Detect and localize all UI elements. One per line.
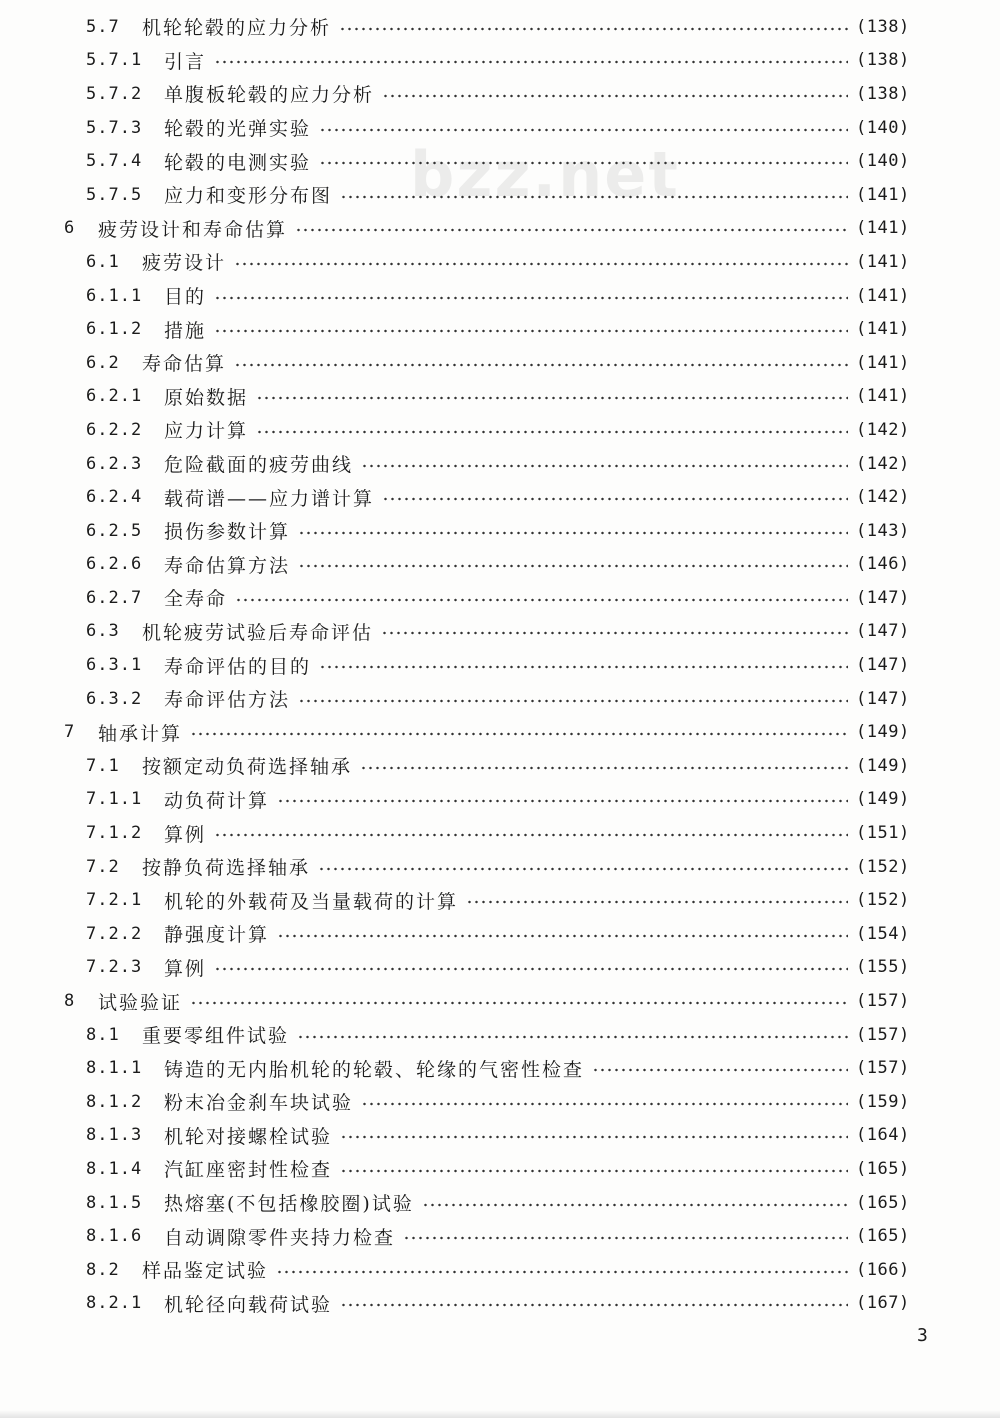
toc-entry-page: (138) (856, 16, 910, 37)
toc-entry-page: (147) (856, 688, 910, 709)
toc-entry-title: 试验验证 (98, 991, 183, 1014)
toc-entry-title: 汽缸座密封性检查 (164, 1159, 333, 1182)
toc-entry (0, 615, 1000, 649)
toc-entry-number: 6.3.1 (86, 655, 143, 676)
toc-entry (0, 447, 1000, 481)
toc-entry-number: 6.2 (86, 352, 120, 373)
toc-entry (0, 749, 1000, 783)
dot-leader (403, 1236, 848, 1240)
toc-entry-number: 6.1 (86, 251, 120, 272)
dot-leader (319, 128, 848, 132)
watermark: bzz.net (410, 138, 680, 211)
dot-leader (276, 1270, 848, 1274)
toc-entry-number: 7.1 (86, 755, 120, 776)
toc-entry (0, 44, 1000, 78)
toc-entry (0, 883, 1000, 917)
dot-leader (256, 396, 848, 400)
toc-entry (0, 1219, 1000, 1253)
toc-entry-title: 寿命估算 (142, 353, 227, 376)
toc-entry-title: 按静负荷选择轴承 (142, 857, 311, 880)
toc-entry (0, 1152, 1000, 1186)
toc-entry-page: (142) (856, 487, 910, 508)
toc-entry (0, 715, 1000, 749)
dot-leader (340, 195, 848, 199)
toc-entry-number: 6.2.5 (86, 520, 143, 541)
toc-entry-number: 6.3 (86, 621, 120, 642)
toc-entry-number: 6.2.6 (86, 554, 143, 575)
toc-entry-page: (141) (856, 352, 910, 373)
dot-leader (382, 94, 848, 98)
toc-entry-number: 5.7.5 (86, 184, 143, 205)
toc-entry-page: (149) (856, 789, 910, 810)
toc-entry-title: 机轮对接螺栓试验 (164, 1125, 333, 1148)
toc-entry-number: 7.2.3 (86, 957, 143, 978)
toc-entry (0, 1119, 1000, 1153)
dot-leader (190, 732, 848, 736)
toc-entry-page: (143) (856, 520, 910, 541)
toc-entry-number: 6.1.1 (86, 285, 143, 306)
toc-entry-title: 样品鉴定试验 (142, 1260, 269, 1283)
toc-entry-title: 算例 (164, 957, 207, 980)
dot-leader (422, 1203, 848, 1207)
toc-entry-page: (157) (856, 1024, 910, 1045)
toc-entry (0, 816, 1000, 850)
toc-entry-title: 单腹板轮毂的应力分析 (164, 84, 375, 107)
toc-entry-page: (141) (856, 386, 910, 407)
toc-entry-page: (151) (856, 823, 910, 844)
toc-entry-title: 按额定动负荷选择轴承 (142, 756, 353, 779)
toc-entry-page: (140) (856, 117, 910, 138)
toc-entry-number: 6.2.1 (86, 386, 143, 407)
toc-entry (0, 144, 1000, 178)
toc-entry-number: 7.1.1 (86, 789, 143, 810)
dot-leader (340, 1135, 848, 1139)
toc-entry (0, 581, 1000, 615)
dot-leader (214, 329, 848, 333)
toc-entry-number: 7 (64, 722, 76, 743)
dot-leader (360, 766, 848, 770)
toc-entry (0, 111, 1000, 145)
toc-entry-title: 轮毂的光弹实验 (164, 118, 312, 141)
toc-entry-title: 应力计算 (164, 420, 249, 443)
toc-entry-number: 8.2 (86, 1259, 120, 1280)
dot-leader (214, 296, 848, 300)
toc-entry-number: 8.2.1 (86, 1293, 143, 1314)
dot-leader (295, 228, 848, 232)
toc-entry-title: 危险截面的疲劳曲线 (164, 454, 354, 477)
toc-entry-page: (138) (856, 50, 910, 71)
toc-entry-page: (141) (856, 184, 910, 205)
dot-leader (319, 161, 848, 165)
toc-entry (0, 212, 1000, 246)
toc-entry (0, 1253, 1000, 1287)
dot-leader (382, 497, 848, 501)
dot-leader (190, 1001, 848, 1005)
toc-entry-title: 疲劳设计和寿命估算 (98, 218, 288, 241)
toc-entry-number: 7.2.2 (86, 923, 143, 944)
dot-leader (214, 833, 848, 837)
toc-entry (0, 10, 1000, 44)
toc-entry (0, 1186, 1000, 1220)
toc-entry-title: 疲劳设计 (142, 252, 227, 275)
toc-entry-title: 热熔塞(不包括橡胶圈)试验 (164, 1193, 414, 1216)
toc-entry-page: (167) (856, 1293, 910, 1314)
dot-leader (214, 967, 848, 971)
dot-leader (361, 464, 848, 468)
toc-entry-title: 措施 (164, 319, 207, 342)
toc-entry-title: 寿命评估方法 (164, 689, 291, 712)
toc-entry (0, 77, 1000, 111)
toc-entry-page: (147) (856, 621, 910, 642)
toc-entry (0, 648, 1000, 682)
dot-leader (235, 598, 848, 602)
dot-leader (298, 699, 848, 703)
toc-entry-page: (142) (856, 419, 910, 440)
toc-entry-number: 6.2.3 (86, 453, 143, 474)
toc-entry (0, 984, 1000, 1018)
toc-entry-number: 6 (64, 218, 76, 239)
toc-entry-title: 应力和变形分布图 (164, 185, 333, 208)
toc-entry-number: 6.2.4 (86, 487, 143, 508)
dot-leader (340, 1303, 848, 1307)
toc-entry-title: 机轮的外载荷及当量载荷的计算 (164, 890, 459, 913)
toc-entry-page: (141) (856, 319, 910, 340)
toc-entry-page: (141) (856, 218, 910, 239)
page-number: 3 (917, 1325, 928, 1346)
toc-entry (0, 917, 1000, 951)
toc-entry-page: (141) (856, 285, 910, 306)
toc-entry-page: (149) (856, 722, 910, 743)
toc-entry-page: (149) (856, 755, 910, 776)
toc-entry (0, 1085, 1000, 1119)
toc-entry-page: (138) (856, 83, 910, 104)
toc-entry-number: 8.1 (86, 1024, 120, 1045)
toc-entry-number: 5.7.4 (86, 151, 143, 172)
toc-entry-title: 损伤参数计算 (164, 521, 291, 544)
toc-entry-number: 7.2.1 (86, 890, 143, 911)
toc-entry-page: (155) (856, 957, 910, 978)
toc-entry-number: 5.7.2 (86, 83, 143, 104)
toc-entry-title: 寿命评估的目的 (164, 655, 312, 678)
toc-entry-title: 载荷谱——应力谱计算 (164, 487, 375, 510)
toc-entry-page: (147) (856, 587, 910, 608)
toc-entry-title: 目的 (164, 286, 207, 309)
toc-entry (0, 783, 1000, 817)
toc-entry (0, 682, 1000, 716)
toc-entry-number: 5.7.1 (86, 50, 143, 71)
dot-leader (234, 363, 848, 367)
toc-entry-page: (157) (856, 1058, 910, 1079)
toc-entry (0, 312, 1000, 346)
dot-leader (277, 934, 848, 938)
toc-entry-number: 5.7.3 (86, 117, 143, 138)
toc-entry-number: 7.2 (86, 856, 120, 877)
toc-entry-page: (159) (856, 1091, 910, 1112)
toc-entry-number: 8.1.4 (86, 1158, 143, 1179)
toc-entry (0, 178, 1000, 212)
dot-leader (319, 665, 848, 669)
toc-entry-number: 8.1.1 (86, 1058, 143, 1079)
dot-leader (234, 262, 848, 266)
dot-leader (277, 799, 848, 803)
toc-entry-page: (147) (856, 655, 910, 676)
dot-leader (340, 1169, 848, 1173)
toc-entry-page: (140) (856, 151, 910, 172)
toc-entry-title: 引言 (164, 50, 207, 73)
toc-entry-page: (152) (856, 890, 910, 911)
toc-entry-number: 8.1.3 (86, 1125, 143, 1146)
toc-entry-title: 寿命估算方法 (164, 554, 291, 577)
toc-entry-page: (146) (856, 554, 910, 575)
toc-entry-page: (157) (856, 991, 910, 1012)
toc-entry (0, 413, 1000, 447)
toc-entry-page: (166) (856, 1259, 910, 1280)
toc-entry-number: 8.1.6 (86, 1226, 143, 1247)
toc-entry-number: 6.1.2 (86, 319, 143, 340)
toc-entry-page: (165) (856, 1192, 910, 1213)
toc-entry-title: 全寿命 (164, 588, 228, 611)
toc-entry-page: (141) (856, 251, 910, 272)
toc-entry-number: 8.1.2 (86, 1091, 143, 1112)
toc-entry-number: 6.3.2 (86, 688, 143, 709)
dot-leader (318, 867, 848, 871)
toc-entry (0, 380, 1000, 414)
dot-leader (298, 564, 848, 568)
toc-entry-title: 算例 (164, 823, 207, 846)
toc-entry-page: (164) (856, 1125, 910, 1146)
dot-leader (592, 1068, 848, 1072)
toc-entry-page: (165) (856, 1226, 910, 1247)
toc-entry-title: 铸造的无内胎机轮的轮毂、轮缘的气密性检查 (164, 1058, 585, 1081)
toc-entry-title: 轴承计算 (98, 722, 183, 745)
toc-entry (0, 1018, 1000, 1052)
toc-entry (0, 1287, 1000, 1321)
toc-entry-number: 7.1.2 (86, 823, 143, 844)
dot-leader (256, 430, 848, 434)
toc-entry (0, 346, 1000, 380)
toc-entry-number: 5.7 (86, 16, 120, 37)
toc-entry-page: (142) (856, 453, 910, 474)
toc-entry-number: 6.2.2 (86, 419, 143, 440)
toc-entry-title: 自动调隙零件夹持力检查 (164, 1226, 396, 1249)
toc-entry-title: 机轮疲劳试验后寿命评估 (142, 621, 374, 644)
toc-entry-number: 6.2.7 (86, 587, 143, 608)
toc-entry-title: 重要零组件试验 (142, 1025, 290, 1048)
toc-entry (0, 951, 1000, 985)
dot-leader (466, 900, 848, 904)
toc-entry-page: (154) (856, 923, 910, 944)
dot-leader (214, 60, 848, 64)
dot-leader (298, 531, 848, 535)
toc-entry-title: 轮毂的电测实验 (164, 151, 312, 174)
toc-entry (0, 850, 1000, 884)
toc-entry (0, 245, 1000, 279)
toc-entry-number: 8.1.5 (86, 1192, 143, 1213)
page-edge (0, 1410, 1000, 1418)
table-of-contents (0, 10, 1000, 1320)
toc-entry (0, 514, 1000, 548)
toc-entry-title: 动负荷计算 (164, 789, 270, 812)
dot-leader (381, 631, 848, 635)
dot-leader (361, 1102, 848, 1106)
toc-entry (0, 1051, 1000, 1085)
dot-leader (339, 27, 848, 31)
toc-entry-title: 原始数据 (164, 386, 249, 409)
toc-entry-title: 机轮轮毂的应力分析 (142, 17, 332, 40)
toc-entry (0, 480, 1000, 514)
toc-entry-page: (152) (856, 856, 910, 877)
toc-entry (0, 279, 1000, 313)
toc-entry-title: 粉末冶金刹车块试验 (164, 1092, 354, 1115)
toc-entry (0, 548, 1000, 582)
toc-entry-page: (165) (856, 1158, 910, 1179)
dot-leader (297, 1035, 848, 1039)
toc-entry-number: 8 (64, 991, 76, 1012)
toc-entry-title: 机轮径向载荷试验 (164, 1293, 333, 1316)
toc-entry-title: 静强度计算 (164, 924, 270, 947)
